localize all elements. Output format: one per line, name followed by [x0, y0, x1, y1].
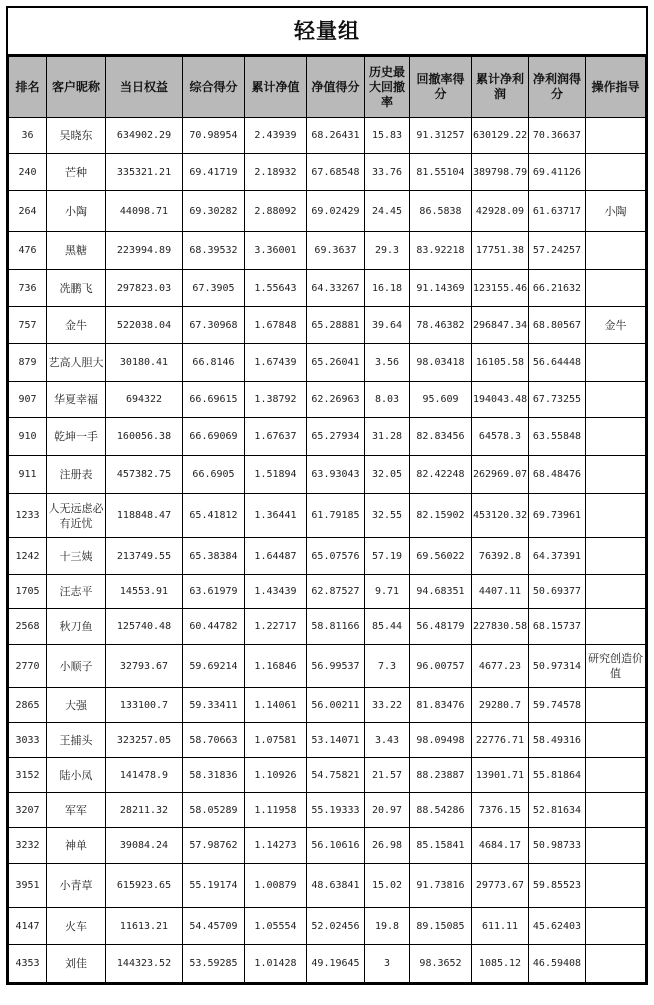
cell-net-profit: 227830.58 — [472, 609, 529, 645]
header-net-profit: 累计净利润 — [472, 57, 529, 118]
cell-guide — [586, 758, 646, 793]
cell-total-score: 66.69069 — [183, 418, 245, 456]
header-max-drawdown: 历史最大回撤率 — [365, 57, 410, 118]
cell-equity: 213749.55 — [106, 538, 183, 575]
cell-nav-score: 69.3637 — [307, 232, 365, 270]
cell-guide: 金牛 — [586, 307, 646, 344]
header-profit-score: 净利润得分 — [529, 57, 586, 118]
cell-rank: 736 — [9, 270, 47, 307]
table-row — [9, 382, 646, 418]
cell-nickname: 秋刀鱼 — [47, 609, 106, 645]
cell-drawdown-score: 98.3652 — [410, 945, 472, 983]
cell-profit-score: 46.59408 — [529, 945, 586, 983]
cell-equity: 160056.38 — [106, 418, 183, 456]
cell-profit-score: 69.41126 — [529, 154, 586, 191]
cell-rank: 2865 — [9, 688, 47, 723]
cell-nickname: 神单 — [47, 828, 106, 864]
cell-net-profit: 453120.32 — [472, 494, 529, 538]
cell-nav: 1.67848 — [245, 307, 307, 344]
cell-total-score: 66.8146 — [183, 344, 245, 382]
cell-max-drawdown: 8.03 — [365, 382, 410, 418]
cell-nav: 1.16846 — [245, 645, 307, 688]
ranking-table — [8, 56, 646, 983]
header-equity: 当日权益 — [106, 57, 183, 118]
cell-max-drawdown: 9.71 — [365, 575, 410, 609]
cell-nav-score: 65.28881 — [307, 307, 365, 344]
cell-rank: 3152 — [9, 758, 47, 793]
table-row — [9, 575, 646, 609]
cell-guide — [586, 118, 646, 154]
cell-total-score: 55.19174 — [183, 864, 245, 908]
cell-guide: 研究创造价值 — [586, 645, 646, 688]
cell-nav: 1.10926 — [245, 758, 307, 793]
cell-equity: 30180.41 — [106, 344, 183, 382]
table-row — [9, 828, 646, 864]
cell-total-score: 63.61979 — [183, 575, 245, 609]
cell-total-score: 68.39532 — [183, 232, 245, 270]
header-drawdown-score: 回撤率得分 — [410, 57, 472, 118]
cell-max-drawdown: 15.83 — [365, 118, 410, 154]
cell-guide — [586, 609, 646, 645]
cell-equity: 335321.21 — [106, 154, 183, 191]
cell-total-score: 58.05289 — [183, 793, 245, 828]
cell-max-drawdown: 15.02 — [365, 864, 410, 908]
cell-nav: 1.00879 — [245, 864, 307, 908]
cell-profit-score: 45.62403 — [529, 908, 586, 945]
cell-total-score: 65.41812 — [183, 494, 245, 538]
cell-total-score: 58.70663 — [183, 723, 245, 758]
cell-total-score: 59.69214 — [183, 645, 245, 688]
cell-drawdown-score: 85.15841 — [410, 828, 472, 864]
cell-equity: 522038.04 — [106, 307, 183, 344]
cell-nickname: 刘佳 — [47, 945, 106, 983]
cell-total-score: 69.41719 — [183, 154, 245, 191]
cell-nickname: 注册表 — [47, 456, 106, 494]
cell-nav-score: 69.02429 — [307, 191, 365, 232]
table-row — [9, 232, 646, 270]
cell-rank: 2770 — [9, 645, 47, 688]
cell-max-drawdown: 21.57 — [365, 758, 410, 793]
cell-net-profit: 22776.71 — [472, 723, 529, 758]
cell-nav-score: 56.10616 — [307, 828, 365, 864]
cell-nav: 1.64487 — [245, 538, 307, 575]
cell-nav-score: 61.79185 — [307, 494, 365, 538]
cell-nav: 1.55643 — [245, 270, 307, 307]
cell-rank: 1705 — [9, 575, 47, 609]
ranking-sheet — [6, 6, 648, 985]
cell-nickname: 金牛 — [47, 307, 106, 344]
cell-max-drawdown: 16.18 — [365, 270, 410, 307]
cell-guide — [586, 494, 646, 538]
cell-nav: 1.67439 — [245, 344, 307, 382]
cell-drawdown-score: 91.31257 — [410, 118, 472, 154]
cell-drawdown-score: 94.68351 — [410, 575, 472, 609]
cell-total-score: 57.98762 — [183, 828, 245, 864]
cell-equity: 44098.71 — [106, 191, 183, 232]
cell-equity: 125740.48 — [106, 609, 183, 645]
cell-guide — [586, 575, 646, 609]
cell-max-drawdown: 7.3 — [365, 645, 410, 688]
table-row — [9, 864, 646, 908]
table-row — [9, 758, 646, 793]
cell-net-profit: 296847.34 — [472, 307, 529, 344]
cell-equity: 14553.91 — [106, 575, 183, 609]
cell-rank: 36 — [9, 118, 47, 154]
cell-equity: 141478.9 — [106, 758, 183, 793]
cell-drawdown-score: 89.15085 — [410, 908, 472, 945]
cell-nav-score: 55.19333 — [307, 793, 365, 828]
cell-guide — [586, 154, 646, 191]
cell-profit-score: 68.80567 — [529, 307, 586, 344]
cell-total-score: 59.33411 — [183, 688, 245, 723]
cell-equity: 133100.7 — [106, 688, 183, 723]
table-row — [9, 945, 646, 983]
cell-rank: 910 — [9, 418, 47, 456]
cell-guide — [586, 688, 646, 723]
cell-equity: 634902.29 — [106, 118, 183, 154]
cell-net-profit: 17751.38 — [472, 232, 529, 270]
cell-max-drawdown: 32.05 — [365, 456, 410, 494]
cell-net-profit: 4684.17 — [472, 828, 529, 864]
cell-guide — [586, 382, 646, 418]
cell-net-profit: 42928.09 — [472, 191, 529, 232]
cell-nav: 1.11958 — [245, 793, 307, 828]
cell-total-score: 66.69615 — [183, 382, 245, 418]
cell-rank: 3207 — [9, 793, 47, 828]
cell-equity: 32793.67 — [106, 645, 183, 688]
cell-equity: 223994.89 — [106, 232, 183, 270]
cell-drawdown-score: 96.00757 — [410, 645, 472, 688]
cell-net-profit: 29773.67 — [472, 864, 529, 908]
sheet-title: 轻量组 — [8, 8, 646, 56]
cell-nickname: 华夏幸福 — [47, 382, 106, 418]
cell-nickname: 乾坤一手 — [47, 418, 106, 456]
cell-profit-score: 61.63717 — [529, 191, 586, 232]
cell-profit-score: 57.24257 — [529, 232, 586, 270]
cell-net-profit: 16105.58 — [472, 344, 529, 382]
cell-total-score: 53.59285 — [183, 945, 245, 983]
table-row — [9, 191, 646, 232]
cell-max-drawdown: 3.56 — [365, 344, 410, 382]
cell-net-profit: 4407.11 — [472, 575, 529, 609]
cell-net-profit: 7376.15 — [472, 793, 529, 828]
cell-total-score: 60.44782 — [183, 609, 245, 645]
cell-net-profit: 194043.48 — [472, 382, 529, 418]
header-guide: 操作指导 — [586, 57, 646, 118]
cell-equity: 694322 — [106, 382, 183, 418]
cell-rank: 4353 — [9, 945, 47, 983]
header-nav-score: 净值得分 — [307, 57, 365, 118]
cell-max-drawdown: 31.28 — [365, 418, 410, 456]
cell-nav-score: 65.27934 — [307, 418, 365, 456]
cell-nav-score: 52.02456 — [307, 908, 365, 945]
cell-equity: 457382.75 — [106, 456, 183, 494]
cell-max-drawdown: 26.98 — [365, 828, 410, 864]
cell-equity: 28211.32 — [106, 793, 183, 828]
cell-total-score: 66.6905 — [183, 456, 245, 494]
cell-drawdown-score: 82.42248 — [410, 456, 472, 494]
table-row — [9, 645, 646, 688]
cell-profit-score: 50.69377 — [529, 575, 586, 609]
cell-drawdown-score: 98.09498 — [410, 723, 472, 758]
cell-nav: 1.05554 — [245, 908, 307, 945]
cell-rank: 907 — [9, 382, 47, 418]
cell-net-profit: 630129.22 — [472, 118, 529, 154]
cell-guide — [586, 344, 646, 382]
cell-rank: 911 — [9, 456, 47, 494]
cell-nav-score: 53.14071 — [307, 723, 365, 758]
cell-nav: 1.07581 — [245, 723, 307, 758]
cell-total-score: 70.98954 — [183, 118, 245, 154]
cell-nav: 1.67637 — [245, 418, 307, 456]
cell-nickname: 军军 — [47, 793, 106, 828]
cell-rank: 1233 — [9, 494, 47, 538]
cell-rank: 879 — [9, 344, 47, 382]
cell-nickname: 艺高人胆大 — [47, 344, 106, 382]
cell-nav-score: 65.07576 — [307, 538, 365, 575]
table-row — [9, 688, 646, 723]
cell-max-drawdown: 3.43 — [365, 723, 410, 758]
table-row — [9, 908, 646, 945]
cell-max-drawdown: 85.44 — [365, 609, 410, 645]
cell-profit-score: 59.74578 — [529, 688, 586, 723]
cell-guide — [586, 456, 646, 494]
cell-guide — [586, 908, 646, 945]
cell-drawdown-score: 91.73816 — [410, 864, 472, 908]
cell-total-score: 67.30968 — [183, 307, 245, 344]
cell-net-profit: 64578.3 — [472, 418, 529, 456]
header-nickname: 客户昵称 — [47, 57, 106, 118]
cell-nav: 3.36001 — [245, 232, 307, 270]
cell-equity: 118848.47 — [106, 494, 183, 538]
cell-nickname: 汪志平 — [47, 575, 106, 609]
cell-guide — [586, 538, 646, 575]
table-row — [9, 154, 646, 191]
cell-rank: 3951 — [9, 864, 47, 908]
cell-nav-score: 62.26963 — [307, 382, 365, 418]
cell-nickname: 火车 — [47, 908, 106, 945]
cell-total-score: 65.38384 — [183, 538, 245, 575]
cell-profit-score: 56.64448 — [529, 344, 586, 382]
cell-profit-score: 63.55848 — [529, 418, 586, 456]
cell-nav: 1.51894 — [245, 456, 307, 494]
cell-rank: 2568 — [9, 609, 47, 645]
cell-guide — [586, 793, 646, 828]
cell-nickname: 冼鹏飞 — [47, 270, 106, 307]
header-nav: 累计净值 — [245, 57, 307, 118]
cell-drawdown-score: 98.03418 — [410, 344, 472, 382]
cell-nickname: 黑糖 — [47, 232, 106, 270]
cell-net-profit: 13901.71 — [472, 758, 529, 793]
cell-nav: 1.14273 — [245, 828, 307, 864]
cell-rank: 4147 — [9, 908, 47, 945]
cell-drawdown-score: 82.83456 — [410, 418, 472, 456]
cell-max-drawdown: 29.3 — [365, 232, 410, 270]
cell-guide — [586, 418, 646, 456]
cell-equity: 323257.05 — [106, 723, 183, 758]
cell-nav: 2.88092 — [245, 191, 307, 232]
cell-profit-score: 59.85523 — [529, 864, 586, 908]
cell-net-profit: 1085.12 — [472, 945, 529, 983]
cell-equity: 144323.52 — [106, 945, 183, 983]
cell-rank: 3232 — [9, 828, 47, 864]
cell-drawdown-score: 69.56022 — [410, 538, 472, 575]
cell-drawdown-score: 91.14369 — [410, 270, 472, 307]
cell-max-drawdown: 32.55 — [365, 494, 410, 538]
cell-rank: 757 — [9, 307, 47, 344]
cell-nickname: 人无远虑必有近忧 — [47, 494, 106, 538]
cell-drawdown-score: 78.46382 — [410, 307, 472, 344]
cell-profit-score: 64.37391 — [529, 538, 586, 575]
cell-total-score: 58.31836 — [183, 758, 245, 793]
cell-net-profit: 611.11 — [472, 908, 529, 945]
cell-nav-score: 68.26431 — [307, 118, 365, 154]
cell-rank: 240 — [9, 154, 47, 191]
cell-drawdown-score: 81.83476 — [410, 688, 472, 723]
cell-equity: 297823.03 — [106, 270, 183, 307]
cell-rank: 264 — [9, 191, 47, 232]
cell-nav-score: 65.26041 — [307, 344, 365, 382]
cell-profit-score: 68.48476 — [529, 456, 586, 494]
header-rank: 排名 — [9, 57, 47, 118]
header-total-score: 综合得分 — [183, 57, 245, 118]
cell-max-drawdown: 57.19 — [365, 538, 410, 575]
cell-rank: 3033 — [9, 723, 47, 758]
table-row — [9, 307, 646, 344]
cell-nav-score: 67.68548 — [307, 154, 365, 191]
table-row — [9, 494, 646, 538]
cell-max-drawdown: 20.97 — [365, 793, 410, 828]
table-row — [9, 418, 646, 456]
cell-guide — [586, 232, 646, 270]
cell-total-score: 69.30282 — [183, 191, 245, 232]
cell-nav: 1.14061 — [245, 688, 307, 723]
cell-profit-score: 69.73961 — [529, 494, 586, 538]
cell-profit-score: 67.73255 — [529, 382, 586, 418]
cell-drawdown-score: 88.54286 — [410, 793, 472, 828]
header-row — [9, 57, 646, 118]
cell-net-profit: 76392.8 — [472, 538, 529, 575]
cell-nickname: 大强 — [47, 688, 106, 723]
cell-nav: 1.38792 — [245, 382, 307, 418]
cell-net-profit: 4677.23 — [472, 645, 529, 688]
cell-net-profit: 123155.46 — [472, 270, 529, 307]
cell-total-score: 54.45709 — [183, 908, 245, 945]
cell-profit-score: 50.97314 — [529, 645, 586, 688]
cell-max-drawdown: 39.64 — [365, 307, 410, 344]
table-row — [9, 538, 646, 575]
cell-nickname: 芒种 — [47, 154, 106, 191]
table-row — [9, 609, 646, 645]
cell-profit-score: 55.81864 — [529, 758, 586, 793]
cell-nav: 1.43439 — [245, 575, 307, 609]
cell-max-drawdown: 3 — [365, 945, 410, 983]
cell-nickname: 小青草 — [47, 864, 106, 908]
cell-nickname: 十三姨 — [47, 538, 106, 575]
cell-guide — [586, 270, 646, 307]
cell-guide — [586, 828, 646, 864]
cell-nav-score: 63.93043 — [307, 456, 365, 494]
cell-drawdown-score: 82.15902 — [410, 494, 472, 538]
cell-guide — [586, 945, 646, 983]
cell-nickname: 小陶 — [47, 191, 106, 232]
cell-max-drawdown: 19.8 — [365, 908, 410, 945]
cell-nav: 2.18932 — [245, 154, 307, 191]
cell-drawdown-score: 81.55104 — [410, 154, 472, 191]
cell-equity: 11613.21 — [106, 908, 183, 945]
cell-nickname: 陆小凤 — [47, 758, 106, 793]
cell-nav-score: 64.33267 — [307, 270, 365, 307]
cell-net-profit: 389798.79 — [472, 154, 529, 191]
cell-net-profit: 262969.07 — [472, 456, 529, 494]
cell-max-drawdown: 24.45 — [365, 191, 410, 232]
cell-nav-score: 54.75821 — [307, 758, 365, 793]
table-row — [9, 344, 646, 382]
cell-max-drawdown: 33.76 — [365, 154, 410, 191]
cell-equity: 39084.24 — [106, 828, 183, 864]
cell-rank: 1242 — [9, 538, 47, 575]
cell-profit-score: 68.15737 — [529, 609, 586, 645]
cell-nav-score: 48.63841 — [307, 864, 365, 908]
cell-profit-score: 52.81634 — [529, 793, 586, 828]
cell-nav-score: 56.00211 — [307, 688, 365, 723]
cell-profit-score: 66.21632 — [529, 270, 586, 307]
table-row — [9, 793, 646, 828]
cell-drawdown-score: 83.92218 — [410, 232, 472, 270]
cell-guide — [586, 864, 646, 908]
cell-equity: 615923.65 — [106, 864, 183, 908]
cell-nickname: 吴晓东 — [47, 118, 106, 154]
cell-drawdown-score: 86.5838 — [410, 191, 472, 232]
cell-drawdown-score: 56.48179 — [410, 609, 472, 645]
table-row — [9, 456, 646, 494]
cell-nav-score: 49.19645 — [307, 945, 365, 983]
cell-profit-score: 70.36637 — [529, 118, 586, 154]
cell-profit-score: 50.98733 — [529, 828, 586, 864]
cell-net-profit: 29280.7 — [472, 688, 529, 723]
cell-guide: 小陶 — [586, 191, 646, 232]
table-row — [9, 118, 646, 154]
cell-profit-score: 58.49316 — [529, 723, 586, 758]
cell-nav: 1.36441 — [245, 494, 307, 538]
cell-nav: 1.22717 — [245, 609, 307, 645]
cell-nickname: 小顺子 — [47, 645, 106, 688]
cell-drawdown-score: 95.609 — [410, 382, 472, 418]
cell-nav-score: 56.99537 — [307, 645, 365, 688]
table-row — [9, 270, 646, 307]
cell-drawdown-score: 88.23887 — [410, 758, 472, 793]
table-row — [9, 723, 646, 758]
cell-nav-score: 62.87527 — [307, 575, 365, 609]
cell-rank: 476 — [9, 232, 47, 270]
cell-total-score: 67.3905 — [183, 270, 245, 307]
cell-guide — [586, 723, 646, 758]
cell-nav-score: 58.81166 — [307, 609, 365, 645]
cell-nav: 1.01428 — [245, 945, 307, 983]
cell-nickname: 王捕头 — [47, 723, 106, 758]
cell-nav: 2.43939 — [245, 118, 307, 154]
cell-max-drawdown: 33.22 — [365, 688, 410, 723]
